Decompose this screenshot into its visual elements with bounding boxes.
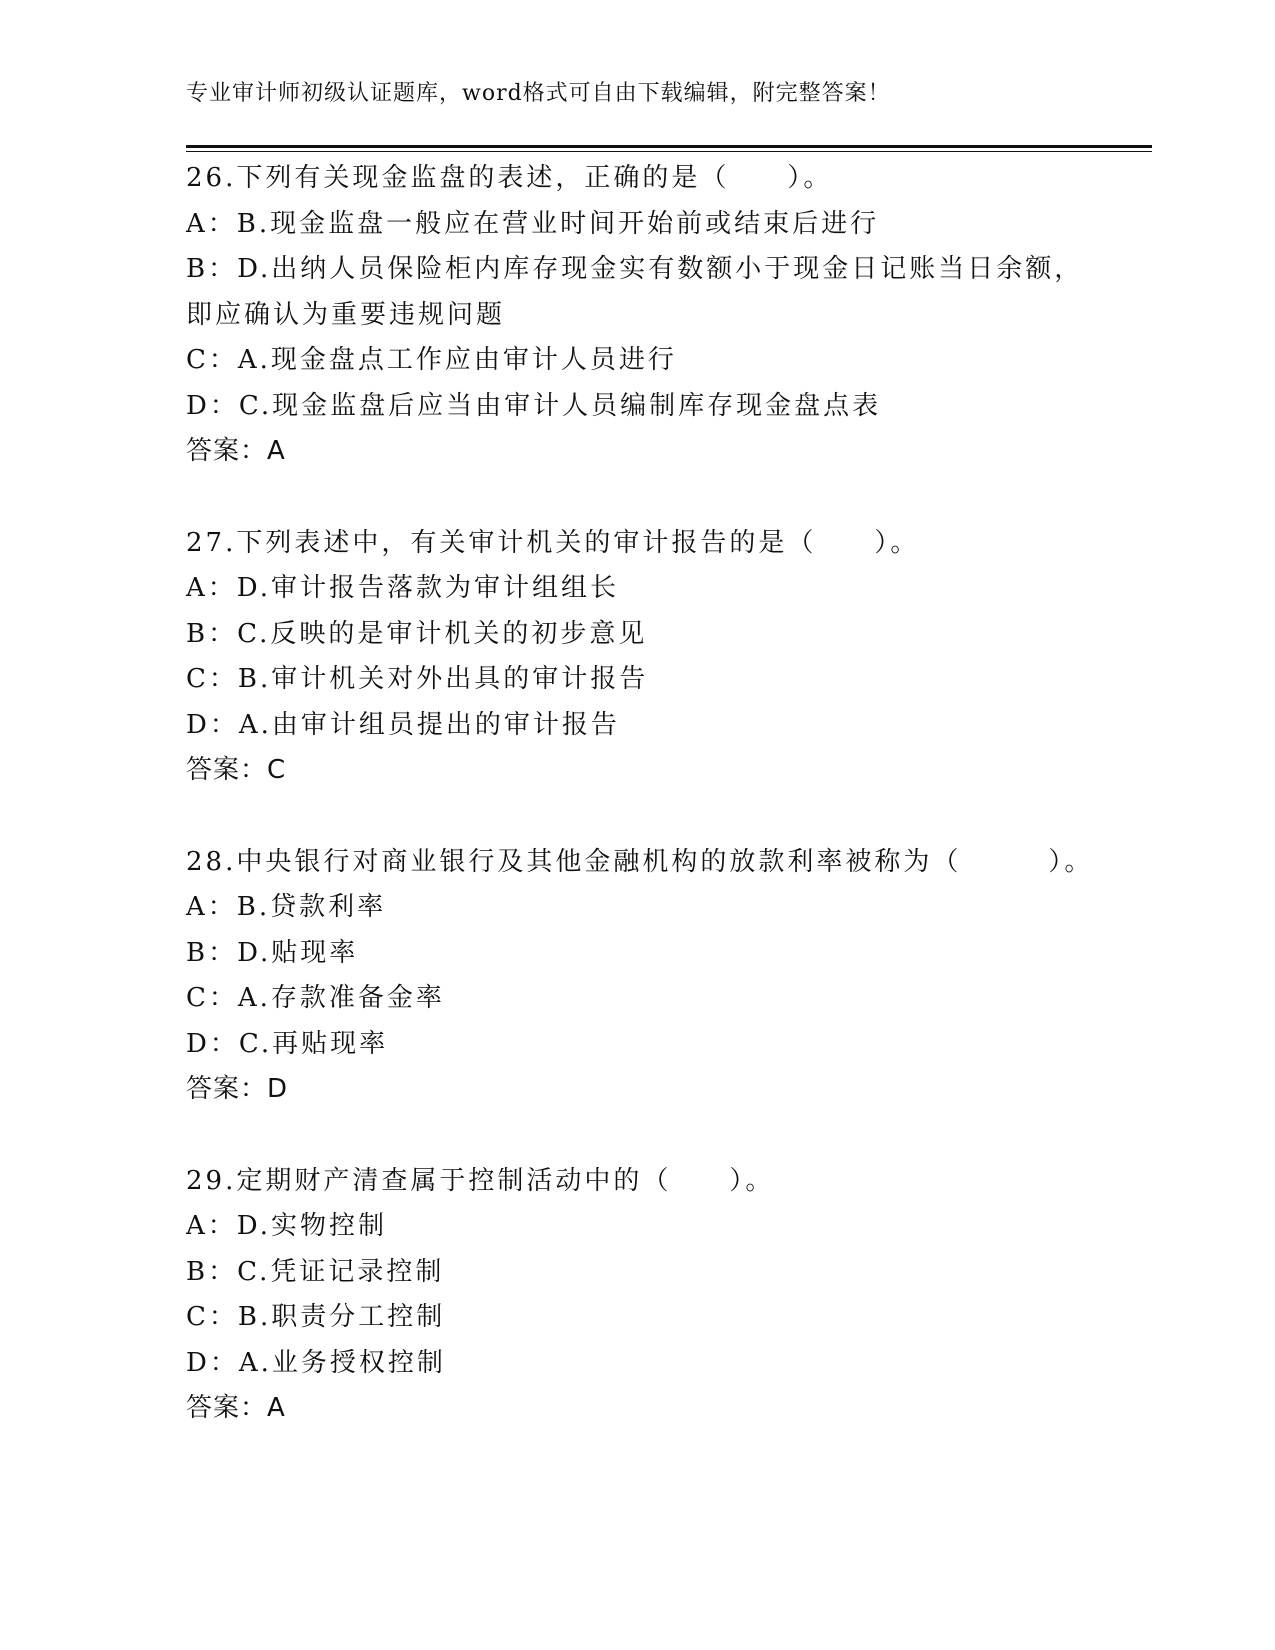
- option-a: A：D.审计报告落款为审计组组长: [186, 573, 619, 603]
- option-d: D：A.由审计组员提出的审计报告: [186, 709, 620, 740]
- option-c: C：B.审计机关对外出具的审计报告: [186, 664, 649, 694]
- header-rule-thin: [186, 151, 1152, 152]
- option-b: B：D.出纳人员保险柜内库存现金实有数额小于现金日记账当日余额，: [186, 254, 1084, 284]
- option-b-continued: 即应确认为重要违规问题: [186, 299, 506, 330]
- question-stem: 29.定期财产清查属于控制活动中的（ ）。: [186, 1165, 775, 1196]
- question-29: [186, 1159, 1152, 1432]
- page-header: 专业审计师初级认证题库，word格式可自由下载编辑，附完整答案！: [186, 81, 891, 106]
- question-stem: 28.中央银行对商业银行及其他金融机构的放款利率被称为（ ）。: [186, 846, 1094, 877]
- question-26: [186, 156, 1152, 475]
- option-a: A：D.实物控制: [186, 1211, 387, 1241]
- option-c: C：A.现金盘点工作应由审计人员进行: [186, 345, 677, 375]
- question-stem: 27.下列表述中，有关审计机关的审计报告的是（ ）。: [186, 527, 920, 558]
- option-b: B：D.贴现率: [186, 937, 359, 968]
- answer: 答案：A: [186, 1393, 286, 1423]
- question-list: [186, 156, 1152, 1478]
- option-d: D：C.现金监盘后应当由审计人员编制库存现金盘点表: [186, 390, 882, 421]
- option-a: A：B.现金监盘一般应在营业时间开始前或结束后进行: [186, 208, 880, 239]
- header-rule-thick: [186, 145, 1152, 148]
- question-28: [186, 840, 1152, 1113]
- option-b: B：C.凭证记录控制: [186, 1256, 445, 1287]
- option-d: D：C.再贴现率: [186, 1028, 389, 1059]
- answer: 答案：D: [186, 1074, 289, 1104]
- answer: 答案：C: [186, 755, 287, 785]
- question-stem: 26.下列有关现金监盘的表述，正确的是（ ）。: [186, 163, 833, 193]
- option-d: D：A.业务授权控制: [186, 1347, 446, 1378]
- option-b: B：C.反映的是审计机关的初步意见: [186, 618, 648, 649]
- option-c: C：B.职责分工控制: [186, 1302, 446, 1332]
- option-c: C：A.存款准备金率: [186, 983, 445, 1013]
- answer: 答案：A: [186, 436, 286, 466]
- option-a: A：B.贷款利率: [186, 892, 387, 922]
- question-27: [186, 521, 1152, 794]
